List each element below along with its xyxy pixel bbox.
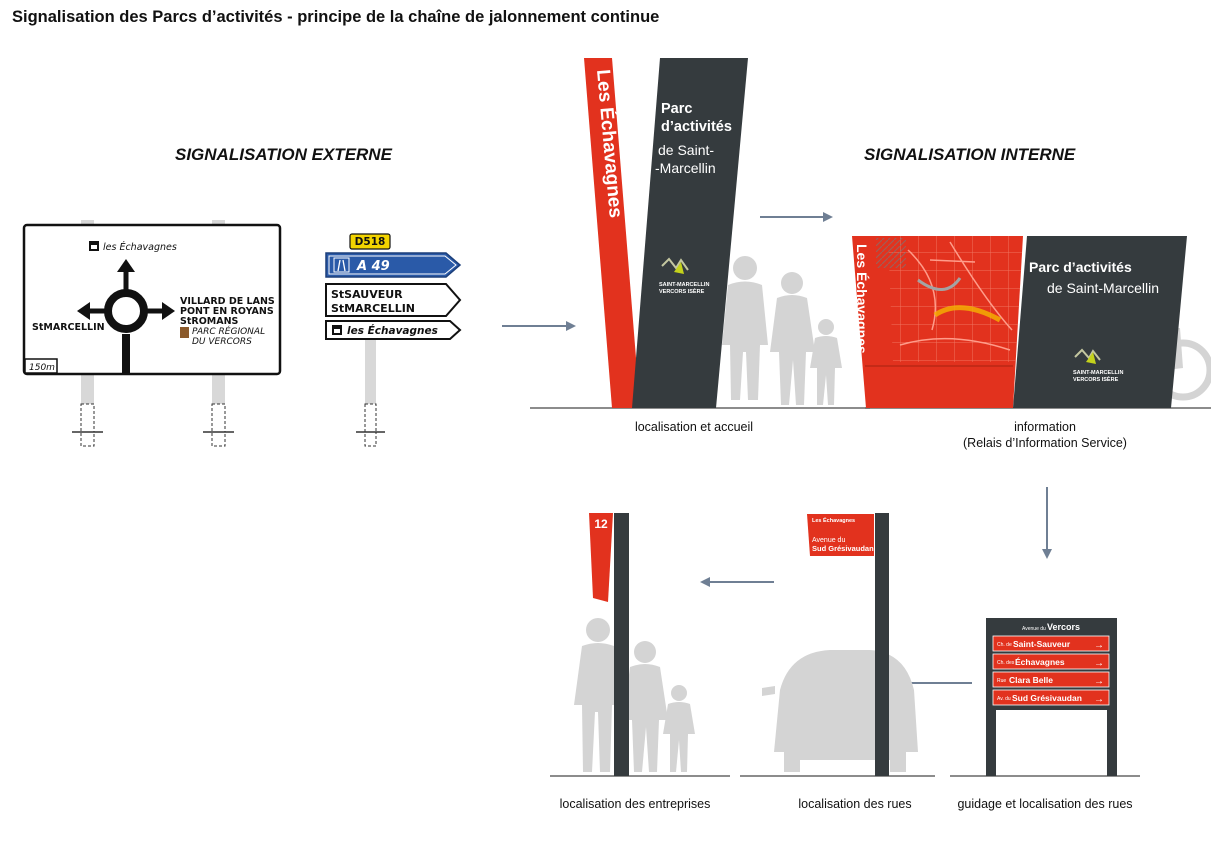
- info-vertical-name: Les Échavagnes: [854, 244, 870, 354]
- family-silhouette: [722, 256, 842, 405]
- caption-information: information: [1014, 420, 1076, 434]
- road-number: D518: [354, 236, 386, 248]
- directory-row-2-prefix: Ch. des: [997, 660, 1015, 666]
- totem-logo-line-1: SAINT-MARCELLIN: [659, 282, 710, 288]
- street-directory-sign: [950, 618, 1140, 776]
- heading-external-signage: SIGNALISATION EXTERNE: [175, 145, 392, 164]
- map-legend: [876, 238, 906, 268]
- right-arrow-icon: →: [1094, 676, 1104, 687]
- footing-left: [72, 404, 103, 446]
- info-logo-line-1: SAINT-MARCELLIN: [1073, 370, 1124, 376]
- welcome-totem: [530, 58, 870, 408]
- roundabout-dest-left: StMARCELLIN: [32, 322, 105, 333]
- totem-logo-line-2: VERCORS ISÈRE: [659, 289, 705, 295]
- page-title: Signalisation des Parcs d’activités - principe de la chaîne de jalonnement continue: [12, 8, 660, 26]
- roundabout-dest-top: les Échavagnes: [103, 242, 177, 253]
- directory-row: [993, 672, 1109, 687]
- direction-signs: [326, 234, 460, 446]
- directory-row-4-prefix: Av. du: [997, 696, 1011, 702]
- totem-title-line-2: d’activités: [661, 119, 732, 135]
- company-number: 12: [594, 517, 608, 531]
- directory-row-3-name: Clara Belle: [1009, 675, 1053, 685]
- motorway-label: A 49: [357, 259, 390, 274]
- roundabout-dest-right-2: PONT EN ROYANS: [180, 306, 274, 317]
- directory-row-3-prefix: Rue: [997, 678, 1007, 684]
- heading-internal-signage: SIGNALISATION INTERNE: [864, 145, 1076, 164]
- totem-subtitle-line-2: -Marcellin: [655, 160, 716, 176]
- caption-guidance: guidage et localisation des rues: [957, 797, 1133, 811]
- roundabout-dest-right-3: StROMANS: [180, 316, 239, 327]
- directory-row-1-prefix: Ch. de: [997, 642, 1012, 648]
- roundabout-dest-right-4: PARC RÉGIONAL: [192, 327, 266, 337]
- roundabout-distance: 150m: [29, 363, 55, 373]
- directory-row: [993, 690, 1109, 705]
- directory-row-4-name: Sud Grésivaudan: [1012, 693, 1082, 703]
- totem-vertical-name: Les Échavagnes: [592, 68, 626, 219]
- info-logo-line-2: VERCORS ISÈRE: [1073, 377, 1119, 383]
- directory-header-name: Vercors: [1047, 622, 1081, 632]
- company-locator: [550, 513, 730, 776]
- caption-welcome: localisation et accueil: [634, 420, 754, 434]
- right-arrow-icon: →: [1094, 658, 1104, 669]
- info-subtitle: de Saint-Marcellin: [1047, 280, 1160, 296]
- totem-title-line-1: Parc: [661, 101, 693, 117]
- street-flag-line-1: Avenue du: [812, 537, 846, 544]
- caption-companies: localisation des entreprises: [559, 797, 711, 811]
- regional-park-icon: [180, 327, 189, 338]
- company-post: [614, 513, 629, 776]
- street-flag-zone: Les Échavagnes: [812, 518, 856, 524]
- directory-header-prefix: Avenue du: [1022, 626, 1046, 632]
- caption-information-detail: (Relais d’Information Service): [963, 436, 1127, 450]
- footing-right: [203, 404, 234, 446]
- roundabout-dest-right-1: VILLARD DE LANS: [180, 296, 275, 307]
- direction-post-footing: [356, 404, 385, 446]
- totem-subtitle-line-1: de Saint-: [658, 142, 715, 158]
- street-locator: [740, 513, 935, 776]
- directory-row-1-name: Saint-Sauveur: [1013, 639, 1071, 649]
- directory-row-2-name: Échavagnes: [1015, 657, 1065, 667]
- right-arrow-icon: →: [1094, 694, 1104, 705]
- family-silhouette-2: [574, 618, 695, 772]
- direction-post: [365, 340, 376, 404]
- town-sign-line-1: StSAUVEUR: [331, 288, 403, 301]
- town-sign-line-2: StMARCELLIN: [331, 302, 416, 315]
- motorway-icon: [334, 258, 349, 272]
- park-sign-label: les Échavagnes: [347, 325, 438, 337]
- info-title: Parc d’activités: [1029, 259, 1132, 275]
- caption-streets: localisation des rues: [798, 797, 912, 811]
- street-flag-line-2: Sud Grésivaudan: [812, 544, 874, 553]
- roundabout-sign: [24, 220, 280, 446]
- directory-row: [993, 636, 1109, 651]
- roundabout-dest-right-5: DU VERCORS: [192, 337, 252, 347]
- right-arrow-icon: →: [1094, 640, 1104, 651]
- street-post: [875, 513, 889, 776]
- car-silhouette: [774, 650, 918, 772]
- directory-row: [993, 654, 1109, 669]
- info-panel: [852, 236, 1211, 408]
